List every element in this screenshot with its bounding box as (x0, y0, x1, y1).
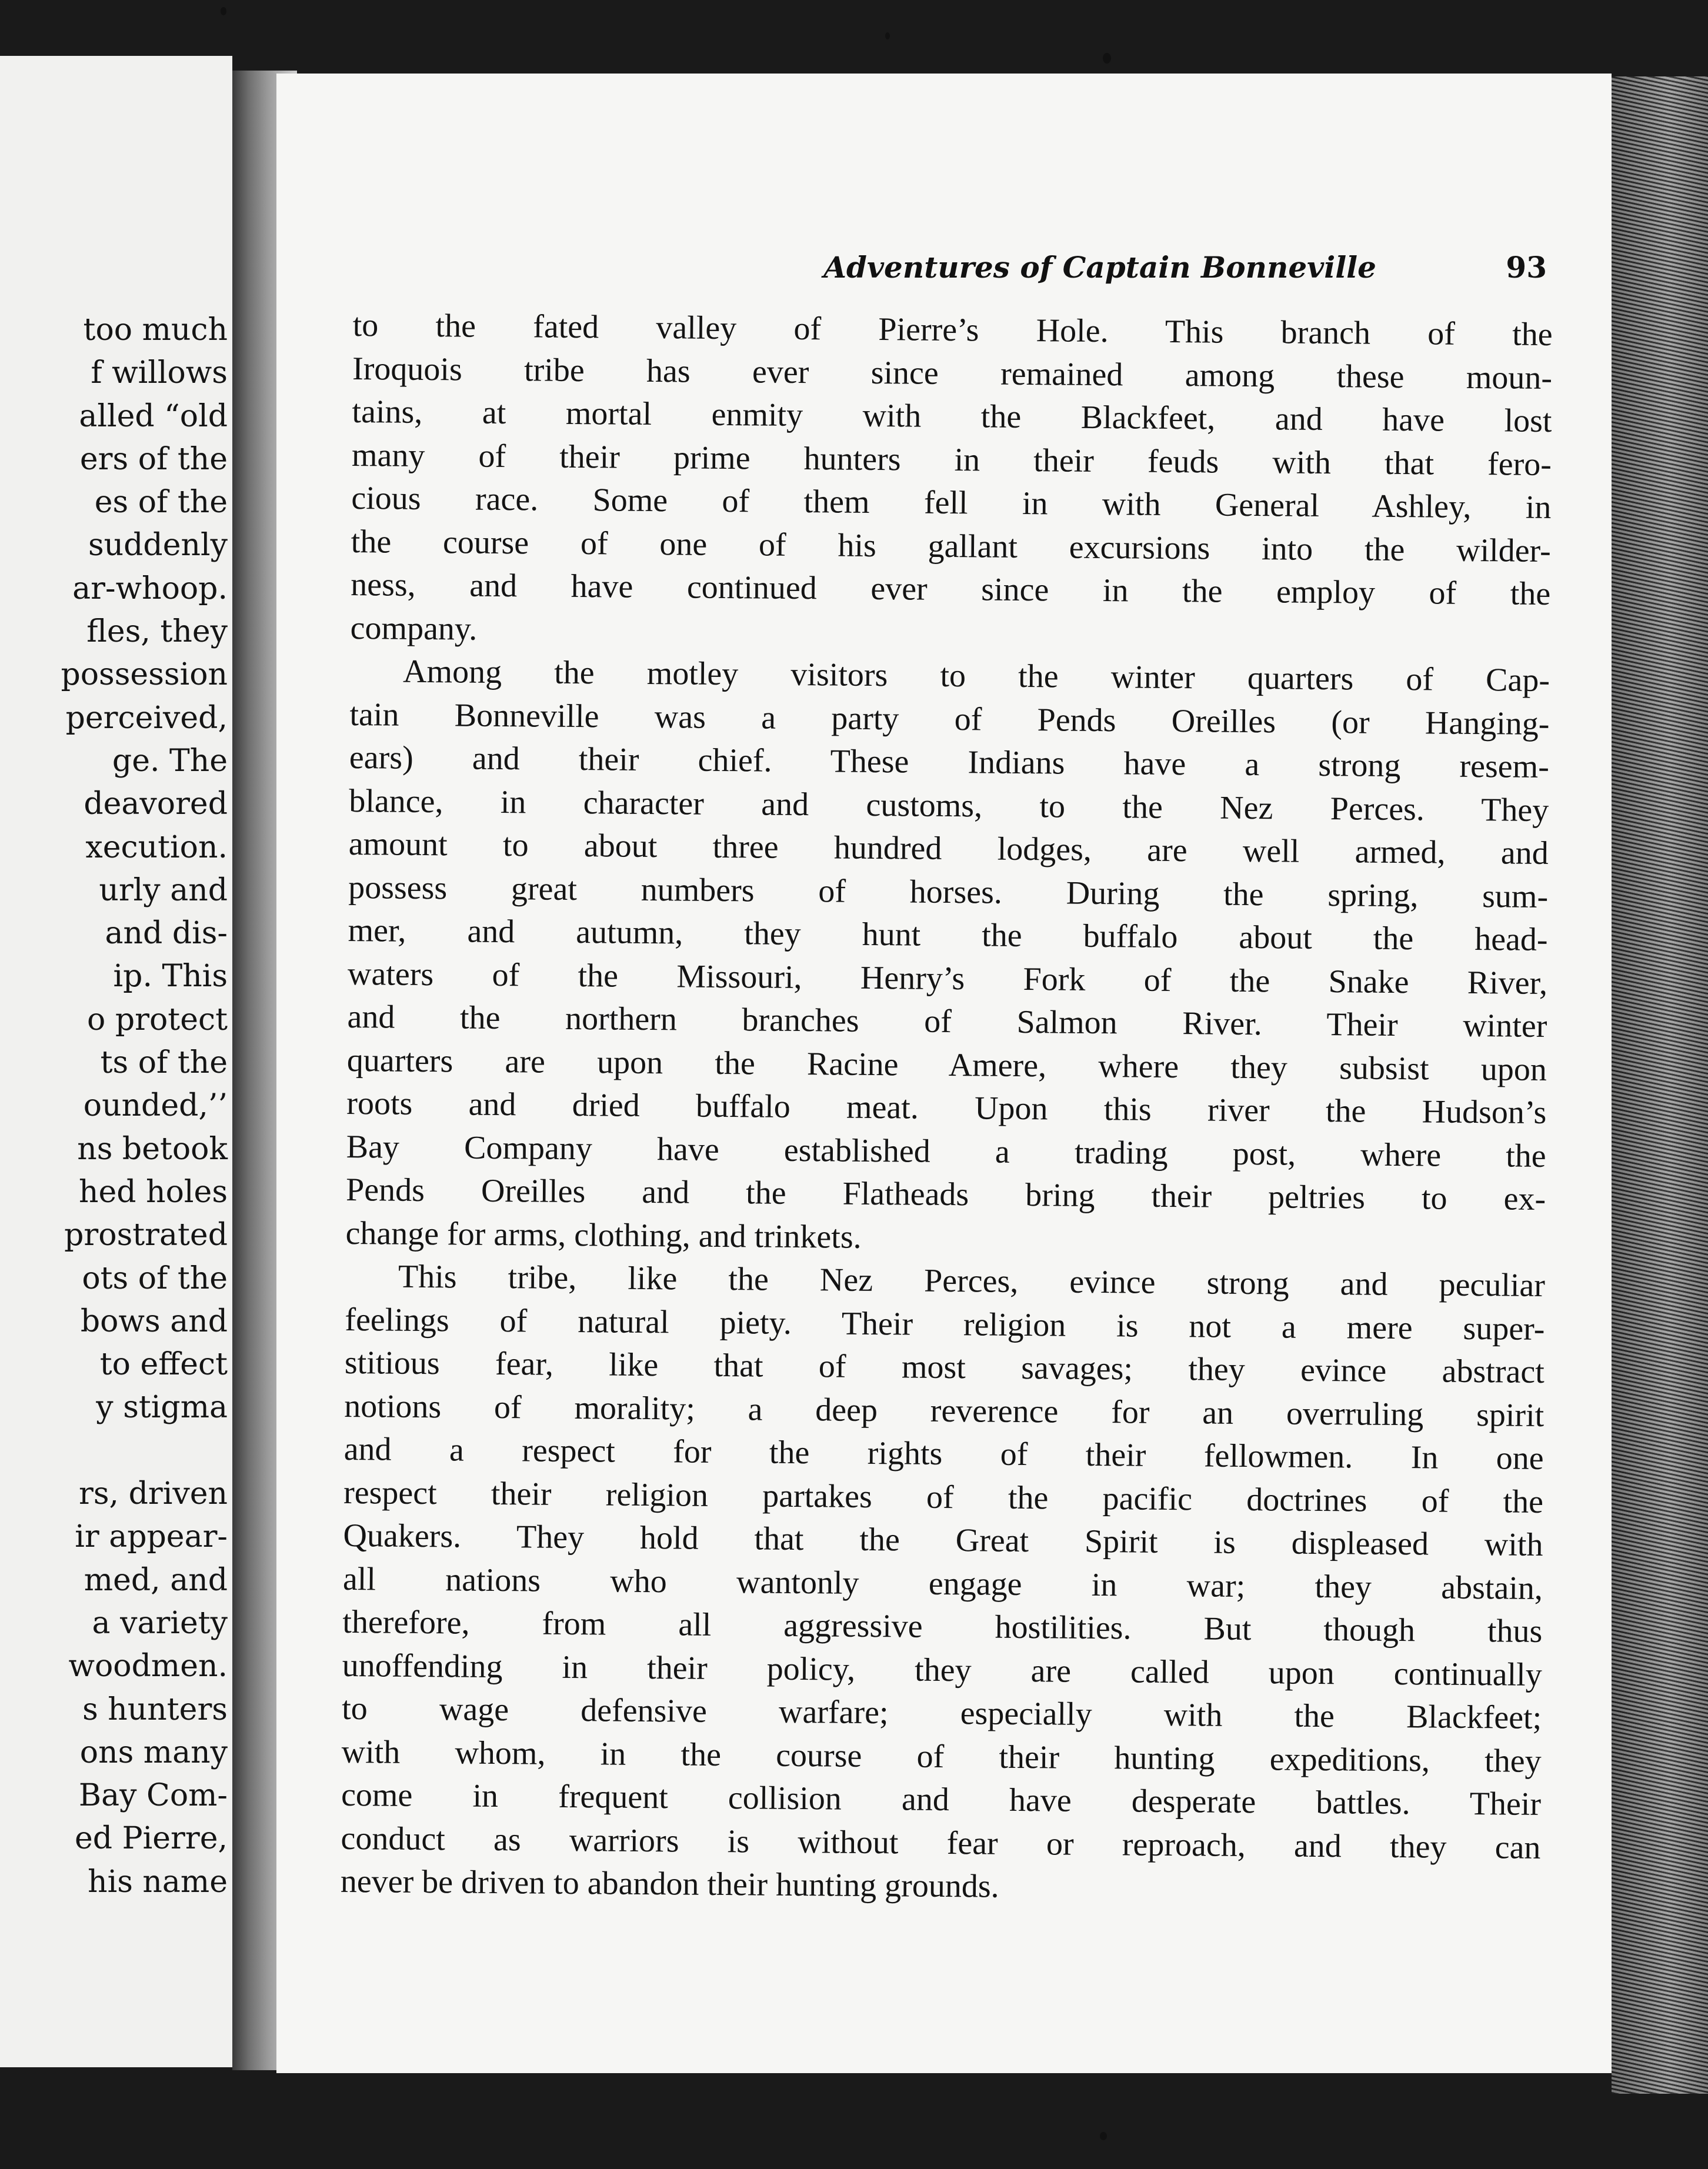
left-page-line: woodmen. (68, 1649, 228, 1684)
left-page-text (61, 309, 228, 1904)
text-line: possess great numbers of horses. During the spring, sum- (348, 869, 1549, 915)
left-page-line: ers of the (79, 441, 228, 477)
left-page-fragment (0, 56, 232, 2067)
text-line: the course of one of his gallant excursions into the wilder- (351, 523, 1552, 569)
left-page-line: possession (61, 657, 228, 693)
text-line: come in frequent collision and have desperate battles. Their (341, 1776, 1542, 1823)
left-page-line: ns betook (77, 1131, 228, 1167)
left-page-line: ots of the (82, 1260, 228, 1296)
text-line: many of their prime hunters in their feuds with that fero- (351, 436, 1552, 483)
text-line: therefore, from all aggressive hostilities. But though thus (342, 1603, 1543, 1650)
text-line: all nations who wantonly engage in war; they abstain, (342, 1560, 1543, 1607)
left-page-line: prostrated (64, 1217, 228, 1253)
scan-speck (221, 7, 226, 15)
left-page-line: ar-whoop. (72, 570, 228, 606)
text-line: to wage defensive warfare; especially with the Blackfeet; (342, 1690, 1542, 1736)
text-line: ness, and have continued ever since in the employ of the (351, 566, 1551, 613)
left-page-line: to effect (99, 1347, 228, 1383)
left-page-line: med, and (84, 1562, 228, 1598)
text-line: and the northern branches of Salmon River. Their winter (347, 998, 1547, 1045)
left-page-line: ge. The (112, 743, 228, 779)
paragraph (345, 650, 1550, 1264)
left-page-line (61, 1430, 228, 1473)
left-page-line: ed Pierre, (75, 1821, 228, 1857)
text-line: notions of morality; a deep reverence for an overruling spirit (344, 1387, 1544, 1434)
left-page-line: ounded,’’ (83, 1088, 228, 1124)
text-line: conduct as warriors is without fear or reproach, and they can (341, 1820, 1541, 1866)
text-line: quarters are upon the Racine Amere, where they subsist upon (346, 1042, 1547, 1088)
paragraph (350, 304, 1553, 659)
running-title: Adventures of Captain Bonneville (823, 250, 1376, 285)
left-page-line: o protect (87, 1002, 228, 1037)
left-page-line: and dis- (105, 916, 228, 952)
left-page-line: bows and (80, 1303, 228, 1339)
text-line: stitious fear, like that of most savages; they evince abstract (344, 1344, 1545, 1390)
text-line: blance, in character and customs, to the Nez Perces. They (349, 782, 1549, 829)
scan-speck (885, 32, 890, 39)
left-page-line: s hunters (82, 1691, 228, 1727)
text-line: tain Bonneville was a party of Pends Oreilles (or Hanging- (349, 696, 1550, 742)
text-line: waters of the Missouri, Henry’s Fork of the Snake River, (347, 955, 1548, 1002)
left-page-line: alled “old (79, 398, 228, 434)
left-page-line: deavored (84, 786, 228, 822)
scan-speck (1103, 53, 1111, 64)
text-line: respect their religion partakes of the pacific doctrines of the (343, 1474, 1544, 1520)
text-line: Quakers. They hold that the Great Spirit is displeased with (343, 1517, 1543, 1563)
page-number: 93 (1506, 250, 1547, 285)
left-page-line: rs, driven (78, 1476, 228, 1512)
left-page-line: too much (83, 312, 228, 348)
left-page-line: urly and (99, 872, 228, 908)
paragraph (341, 1255, 1546, 1913)
text-line: with whom, in the course of their hunting expeditions, they (341, 1733, 1542, 1780)
text-line: company. (350, 609, 478, 648)
left-page-line: perceived, (65, 700, 228, 736)
left-page-line: ts of the (100, 1045, 228, 1081)
left-page-line: fles, they (86, 614, 228, 650)
left-page-line: ip. This (113, 959, 228, 995)
text-line: Bay Company have established a trading post, where the (346, 1128, 1546, 1174)
text-line: mer, and autumn, they hunt the buffalo about the head- (348, 912, 1548, 958)
page-edge (1612, 76, 1708, 2094)
text-line: feelings of natural piety. Their religion is not a mere super- (345, 1301, 1545, 1347)
left-page-line: Bay Com- (78, 1778, 228, 1814)
text-line: amount to about three hundred lodges, are well armed, and (348, 825, 1549, 872)
left-page-line: ons many (79, 1734, 228, 1770)
left-page-line: suddenly (88, 528, 228, 563)
left-page-line: xecution. (85, 829, 228, 865)
left-page-line: his name (88, 1864, 228, 1900)
text-line: change for arms, clothing, and trinkets. (345, 1214, 862, 1256)
text-line: roots and dried buffalo meat. Upon this river the Hudson’s (346, 1084, 1547, 1131)
left-page-line: ir appear- (75, 1519, 228, 1555)
text-line: and a respect for the rights of their fellowmen. In one (343, 1430, 1544, 1477)
text-line: Pends Oreilles and the Flatheads bring their peltries to ex- (345, 1171, 1546, 1217)
page-header (276, 250, 1547, 291)
text-line: ears) and their chief. These Indians have a strong resem- (349, 739, 1550, 785)
left-page-line: hed holes (79, 1174, 228, 1210)
scan-speck (1100, 2132, 1107, 2140)
body-text (341, 304, 1553, 1913)
text-line: Among the motley visitors to the winter quarters of Cap- (402, 653, 1550, 699)
text-line: never be driven to abandon their hunting grounds. (340, 1863, 999, 1905)
left-page-line: es of the (94, 485, 228, 520)
text-line: cious race. Some of them fell in with General Ashley, in (351, 479, 1552, 526)
right-page (276, 74, 1612, 2073)
text-line: tains, at mortal enmity with the Blackfeet, and have lost (352, 393, 1552, 440)
left-page-line: a variety (92, 1605, 228, 1641)
text-line: unoffending in their policy, they are called upon continually (342, 1647, 1543, 1693)
text-line: to the fated valley of Pierre’s Hole. This branch of the (352, 306, 1553, 353)
text-line: Iroquois tribe has ever since remained among these moun- (352, 350, 1553, 396)
left-page-line: y stigma (96, 1390, 228, 1426)
text-line: This tribe, like the Nez Perces, evince strong and peculiar (398, 1258, 1546, 1304)
left-page-line: f willows (91, 355, 228, 391)
